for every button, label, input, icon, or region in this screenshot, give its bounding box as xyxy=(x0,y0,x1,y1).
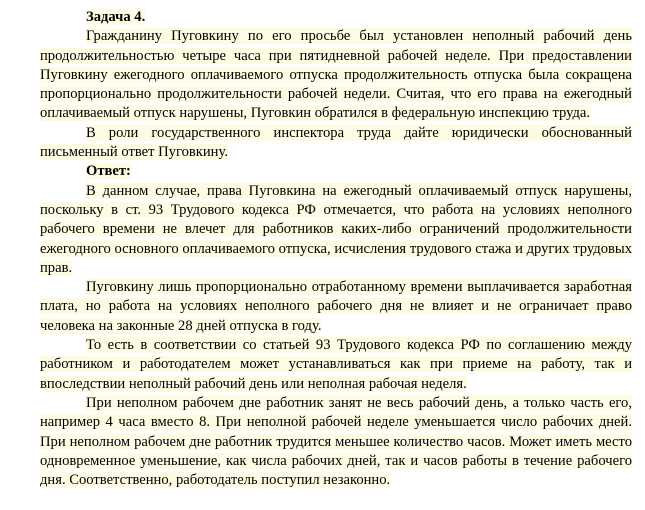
document-body xyxy=(40,8,632,490)
answer-paragraph-4: При неполном рабочем дне работник занят не весь рабочий день, а только часть его, например 4 часа вместо 8. При неполной рабочей неделе уменьшается число рабочих дней. При неполном рабочем дне работник трудится меньшее количество часов. Может иметь место одновременное уменьшение, как числа рабочих дней, так и часов работы в течение рабочего дня. Соответственно, работодатель поступил незаконно. xyxy=(40,394,632,489)
task-paragraph-1: Гражданину Пуговкину по его просьбе был установлен неполный рабочий день продолжительностью четыре часа при пятидневной рабочей неделе. При предоставлении Пуговкину ежегодного оплачиваемого отпуска продолжительность отпуска была сокращена пропорционально продолжительности рабочей недели. Считая, что его права на ежегодный оплачиваемый отпуск нарушены, Пуговкин обратился в федеральную инспекцию труда. xyxy=(40,28,632,122)
answer-paragraph-2: Пуговкину лишь пропорционально отработанному времени выплачивается заработная плата, но работа на условиях неполного рабочего дня не влияет и не ограничает право человека на законные 28 дней отпуска в году. xyxy=(40,279,632,334)
task-paragraph-2: В роли государственного инспектора труда дайте юридически обоснованный письменный ответ Пуговкину. xyxy=(40,124,632,161)
answer-heading: Ответ: xyxy=(86,163,131,180)
task-heading: Задача 4. xyxy=(86,9,146,25)
answer-paragraph-1: В данном случае, права Пуговкина на ежегодный оплачиваемый отпуск нарушены, поскольку в ст. 93 Трудового кодекса РФ отмечается, что работа на условиях неполного рабочего времени не влечет для работников каких-либо ограничений продолжительности ежегодного основного оплачиваемого отпуска, исчисления трудового стажа и других трудовых прав. xyxy=(40,182,632,276)
answer-paragraph-3: То есть в соответствии со статьей 93 Трудового кодекса РФ по соглашению между работником и работодателем может устанавливаться как при приеме на работу, так и впоследствии неполный рабочий день или неполная рабочая неделя. xyxy=(40,337,632,392)
